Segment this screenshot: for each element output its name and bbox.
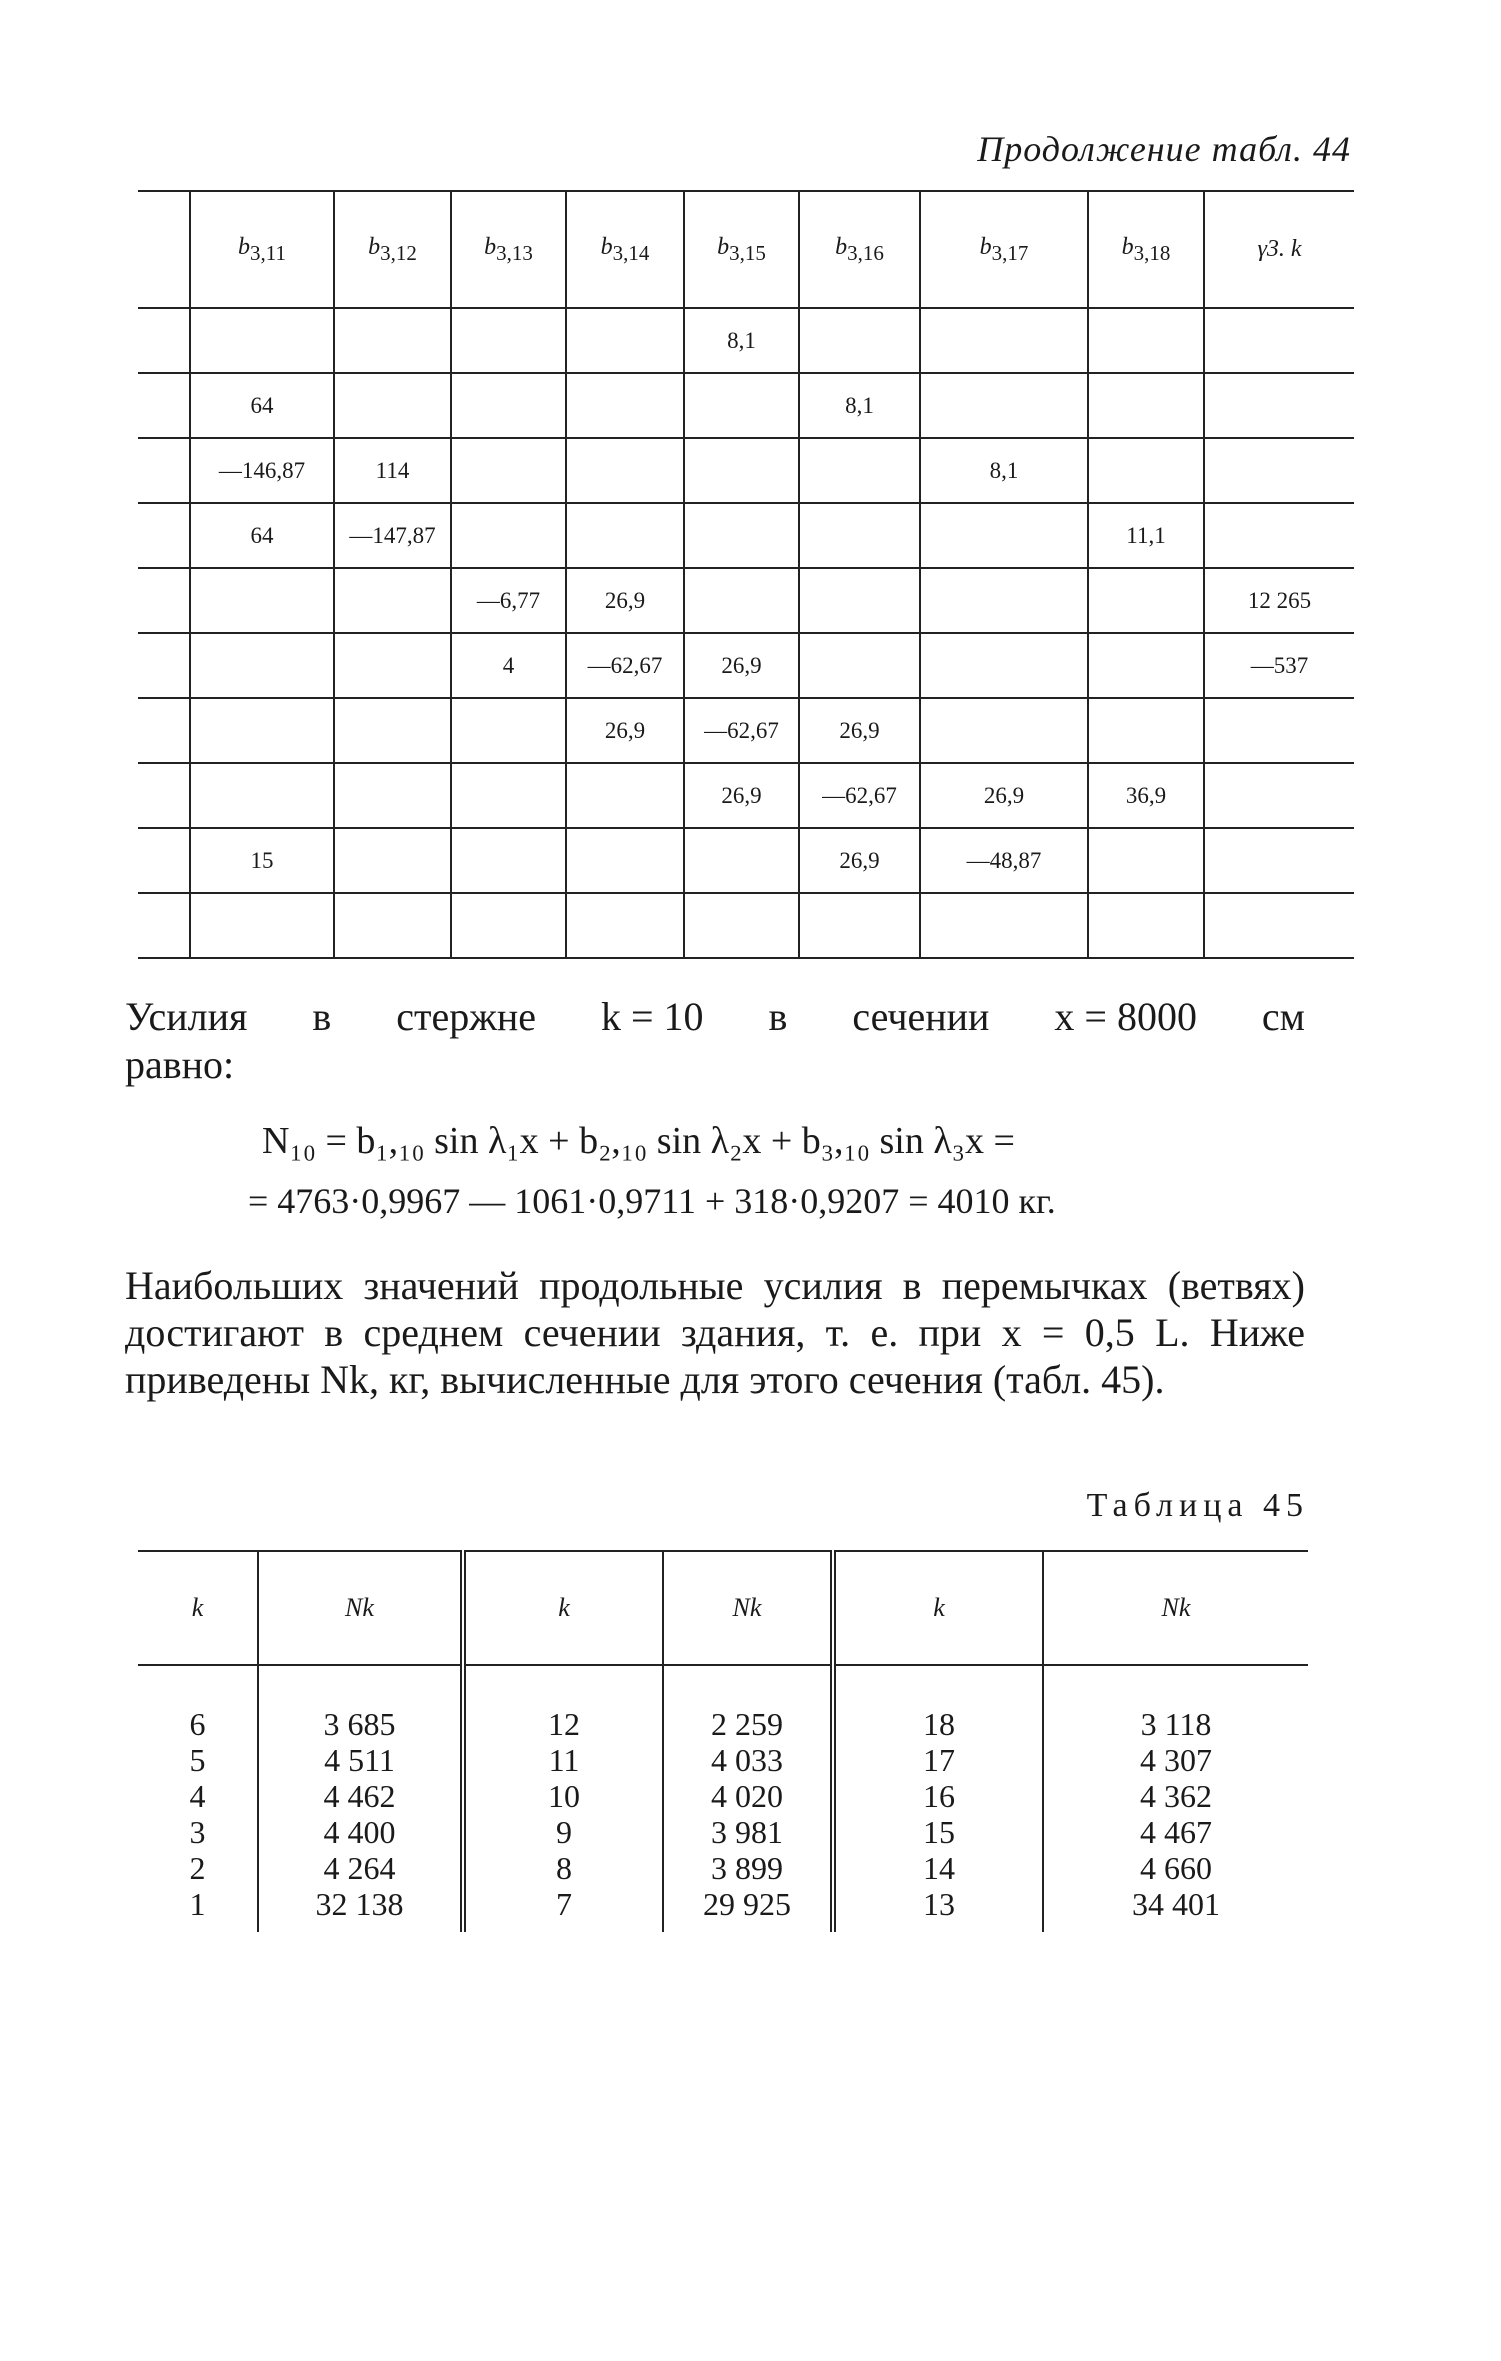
- table-cell: 14: [923, 1850, 955, 1886]
- table-cell: [799, 503, 920, 568]
- table-cell: 34 401: [1132, 1886, 1220, 1922]
- table-44-header-row: [138, 191, 1354, 308]
- table-cell: 3 981: [711, 1814, 783, 1850]
- table-cell: 4 511: [324, 1742, 395, 1778]
- paragraph-force-k10: [125, 993, 1305, 1089]
- table-44-header-8: [1088, 191, 1204, 308]
- table-cell: [1088, 893, 1204, 958]
- table-cell: [684, 373, 799, 438]
- table-44-header-symbol: b: [835, 233, 848, 260]
- table-cell: [334, 828, 451, 893]
- table-cell: [1204, 763, 1354, 828]
- table-cell: [334, 763, 451, 828]
- table-cell: 15: [923, 1814, 955, 1850]
- table-cell: 4 264: [323, 1850, 396, 1886]
- table-cell: [1204, 373, 1354, 438]
- table-cell: [451, 698, 566, 763]
- table-cell-blank: [138, 503, 190, 568]
- table-row: [138, 308, 1354, 373]
- table-cell: [920, 308, 1088, 373]
- table-44-header-6: [799, 191, 920, 308]
- table-44-header-2: [334, 191, 451, 308]
- table-44-header-symbol: b: [717, 233, 730, 260]
- table-cell: [334, 633, 451, 698]
- table-cell: [920, 893, 1088, 958]
- table-cell-blank: [138, 568, 190, 633]
- table-cell: [334, 893, 451, 958]
- table-cell: [684, 438, 799, 503]
- table-cell: 6: [189, 1706, 206, 1742]
- paragraph-word: x = 8000: [1054, 994, 1197, 1039]
- table-44-header-subscript: 3,14: [612, 240, 650, 265]
- table-cell: 12 265: [1204, 568, 1354, 633]
- table-cell: [1204, 438, 1354, 503]
- table-44-header-1: [190, 191, 334, 308]
- table-44-header-symbol: γ3. k: [1257, 236, 1302, 262]
- table-cell: [1088, 373, 1204, 438]
- table-cell: 4 467: [1140, 1814, 1212, 1850]
- paragraph-word: в: [768, 994, 788, 1039]
- table-44-header-subscript: 3,18: [1133, 240, 1171, 265]
- table-cell: 26,9: [566, 698, 684, 763]
- table-cell: [920, 503, 1088, 568]
- table-45-header-5: k: [833, 1551, 1043, 1665]
- table-44-blank-header: [138, 191, 190, 308]
- table-cell: [799, 438, 920, 503]
- table-cell: 29 925: [703, 1886, 791, 1922]
- table-row: [138, 893, 1354, 958]
- table-cell: [799, 568, 920, 633]
- table-cell: [1204, 698, 1354, 763]
- table-cell: [1088, 438, 1204, 503]
- table-cell-blank: [138, 373, 190, 438]
- table-cell: [1204, 893, 1354, 958]
- table-cell: [566, 763, 684, 828]
- table-cell: [1204, 503, 1354, 568]
- table-cell: [920, 633, 1088, 698]
- table-44-header-symbol: b: [484, 233, 497, 260]
- table-cell: [190, 763, 334, 828]
- table-row: [138, 828, 1354, 893]
- table-cell: 13: [923, 1886, 955, 1922]
- table-cell-blank: [138, 893, 190, 958]
- table-cell: 4 307: [1140, 1742, 1212, 1778]
- table-cell: 4: [451, 633, 566, 698]
- table-cell: [566, 893, 684, 958]
- table-cell: [190, 568, 334, 633]
- table-cell: [1204, 828, 1354, 893]
- table-cell: [684, 893, 799, 958]
- table-cell: —62,67: [684, 698, 799, 763]
- table-44-header-subscript: 3,16: [847, 240, 884, 265]
- table-cell: [1088, 308, 1204, 373]
- table-cell: 8,1: [920, 438, 1088, 503]
- table-cell: 2 259: [711, 1706, 783, 1742]
- table-cell-blank: [138, 828, 190, 893]
- table-cell: 3: [189, 1814, 206, 1850]
- table-cell: 4: [189, 1778, 206, 1814]
- paragraph-word: сечении: [852, 994, 990, 1039]
- table-cell: [190, 308, 334, 373]
- table-cell: 8: [556, 1850, 572, 1886]
- table-cell: 114: [334, 438, 451, 503]
- table-cell: [566, 373, 684, 438]
- table-44-header-4: [566, 191, 684, 308]
- table-cell: [1204, 308, 1354, 373]
- table-cell-blank: [138, 763, 190, 828]
- table-44-header-subscript: 3,11: [250, 240, 286, 265]
- table-cell-blank: [138, 698, 190, 763]
- table-44-header-subscript: 3,17: [991, 240, 1029, 265]
- table-cell: 26,9: [684, 633, 799, 698]
- paragraph-word: стержне: [396, 994, 537, 1039]
- table-cell: 4 400: [323, 1814, 396, 1850]
- table-cell: 26,9: [566, 568, 684, 633]
- table-cell: [799, 893, 920, 958]
- table-cell: 26,9: [684, 763, 799, 828]
- table-cell: 8,1: [799, 373, 920, 438]
- table-cell: —62,67: [566, 633, 684, 698]
- table-cell: 17: [923, 1742, 955, 1778]
- table-cell: [190, 698, 334, 763]
- table-cell: 3 899: [711, 1850, 783, 1886]
- table-cell: 16: [923, 1778, 955, 1814]
- table-44: [138, 190, 1354, 959]
- table-cell: 32 138: [315, 1886, 404, 1922]
- table-cell: [334, 308, 451, 373]
- table-row: [138, 568, 1354, 633]
- table-cell: 2: [189, 1850, 206, 1886]
- table-44-header-symbol: b: [600, 233, 613, 260]
- table-44-header-5: [684, 191, 799, 308]
- table-row: [138, 633, 1354, 698]
- table-cell: [451, 438, 566, 503]
- table-cell: [566, 438, 684, 503]
- table-44-header-subscript: 3,15: [729, 240, 766, 265]
- equation-n10-formula: N₁₀ = b₁,₁₀ sin λ₁x + b₂,₁₀ sin λ₂x + b₃,₁₀ sin λ₃x =: [262, 1120, 1015, 1162]
- table-cell: [190, 633, 334, 698]
- table-cell: 4 033: [711, 1742, 783, 1778]
- table-45-column-3: [463, 1665, 663, 1932]
- table-45-header-4: Nk: [663, 1551, 833, 1665]
- table-row: [138, 503, 1354, 568]
- table-cell: [334, 568, 451, 633]
- table-44-header-subscript: 3,13: [496, 240, 533, 265]
- table-45-column-1: [138, 1665, 258, 1932]
- table-45-column-5: [833, 1665, 1043, 1932]
- table-cell: 26,9: [799, 828, 920, 893]
- table-45-header-3: k: [463, 1551, 663, 1665]
- table-cell: 3 118: [1140, 1706, 1212, 1742]
- table-cell: [799, 308, 920, 373]
- table-cell: [451, 893, 566, 958]
- table-cell: —537: [1204, 633, 1354, 698]
- table-cell: 4 462: [323, 1778, 396, 1814]
- table-cell: [684, 828, 799, 893]
- table-44-header-3: [451, 191, 566, 308]
- table-cell: —6,77: [451, 568, 566, 633]
- table-cell-blank: [138, 438, 190, 503]
- table-cell: 4 020: [711, 1778, 783, 1814]
- table-cell: —146,87: [190, 438, 334, 503]
- table-cell: 5: [189, 1742, 206, 1778]
- table-45-body-row: [138, 1665, 1308, 1932]
- table-45-header-row: [138, 1551, 1308, 1665]
- table-cell: [1088, 698, 1204, 763]
- table-45-column-4: [663, 1665, 833, 1932]
- table-cell: [920, 373, 1088, 438]
- table-cell: 36,9: [1088, 763, 1204, 828]
- table-cell: 11,1: [1088, 503, 1204, 568]
- table-cell: 12: [548, 1706, 580, 1742]
- table-cell: [920, 698, 1088, 763]
- table-45-header-2: Nk: [258, 1551, 463, 1665]
- table-cell: 26,9: [799, 698, 920, 763]
- table-cell-blank: [138, 633, 190, 698]
- table-cell: [566, 828, 684, 893]
- table-cell: [566, 503, 684, 568]
- paragraph-word: в: [312, 994, 332, 1039]
- table-cell: [334, 698, 451, 763]
- table-cell: [1088, 633, 1204, 698]
- paragraph-line-2: равно:: [125, 1042, 235, 1087]
- table-cell: 3 685: [323, 1706, 396, 1742]
- table-45-header-1: k: [138, 1551, 258, 1665]
- table-cell: [799, 633, 920, 698]
- table-cell: [451, 373, 566, 438]
- table-cell: [334, 373, 451, 438]
- table-45-column-2: [258, 1665, 463, 1932]
- paragraph-max-forces: Наибольших значений продольные усилия в перемычках (ветвях) достигают в среднем сечении здания, т. е. при x = 0,5 L. Ниже приведены Nk, кг, вычисленные для этого сечения (табл. 45).: [125, 1263, 1305, 1402]
- table-row: [138, 698, 1354, 763]
- table-45-header-6: Nk: [1043, 1551, 1308, 1665]
- paragraph-word: Усилия: [125, 994, 248, 1039]
- table-cell: 64: [190, 373, 334, 438]
- table-44-header-symbol: b: [368, 233, 381, 260]
- table-cell: 9: [556, 1814, 572, 1850]
- table-cell: [684, 503, 799, 568]
- table-cell: 4 362: [1140, 1778, 1212, 1814]
- table-cell: 64: [190, 503, 334, 568]
- table-row: [138, 373, 1354, 438]
- table-44-header-7: [920, 191, 1088, 308]
- equation-n10-result: = 4763·0,9967 — 1061·0,9711 + 318·0,9207 = 4010 кг.: [248, 1181, 1056, 1221]
- table-cell: 18: [923, 1706, 955, 1742]
- table-cell-blank: [138, 308, 190, 373]
- table-cell: [451, 763, 566, 828]
- table-continuation-label: Продолжение табл. 44: [977, 129, 1351, 169]
- table-cell: 26,9: [920, 763, 1088, 828]
- table-cell: [684, 568, 799, 633]
- table-44-header-symbol: b: [979, 233, 992, 260]
- table-cell: 7: [556, 1886, 572, 1922]
- table-44-header-subscript: 3,12: [380, 240, 417, 265]
- paragraph-word: см: [1261, 994, 1305, 1039]
- table-cell: 10: [548, 1778, 580, 1814]
- table-cell: 11: [548, 1742, 580, 1778]
- table-cell: [190, 893, 334, 958]
- table-cell: 15: [190, 828, 334, 893]
- table-cell: [451, 308, 566, 373]
- table-cell: [566, 308, 684, 373]
- table-45: [138, 1550, 1308, 1932]
- table-cell: [451, 828, 566, 893]
- table-cell: —48,87: [920, 828, 1088, 893]
- table-cell: [920, 568, 1088, 633]
- table-row: [138, 438, 1354, 503]
- table-cell: [1088, 828, 1204, 893]
- paragraph-word: k = 10: [601, 994, 704, 1039]
- table-row: [138, 763, 1354, 828]
- table-cell: —147,87: [334, 503, 451, 568]
- table-cell: [1088, 568, 1204, 633]
- paragraph-line-1: [125, 993, 1305, 1041]
- table-44-header-symbol: b: [238, 233, 250, 260]
- table-44-header-symbol: b: [1121, 233, 1134, 260]
- table-cell: [451, 503, 566, 568]
- table-cell: 4 660: [1140, 1850, 1212, 1886]
- table-45-caption: Таблица 45: [1086, 1487, 1309, 1524]
- table-45-column-6: [1043, 1665, 1308, 1932]
- table-44-header-9: [1204, 191, 1354, 308]
- table-cell: 8,1: [684, 308, 799, 373]
- table-cell: —62,67: [799, 763, 920, 828]
- table-cell: 1: [189, 1886, 206, 1922]
